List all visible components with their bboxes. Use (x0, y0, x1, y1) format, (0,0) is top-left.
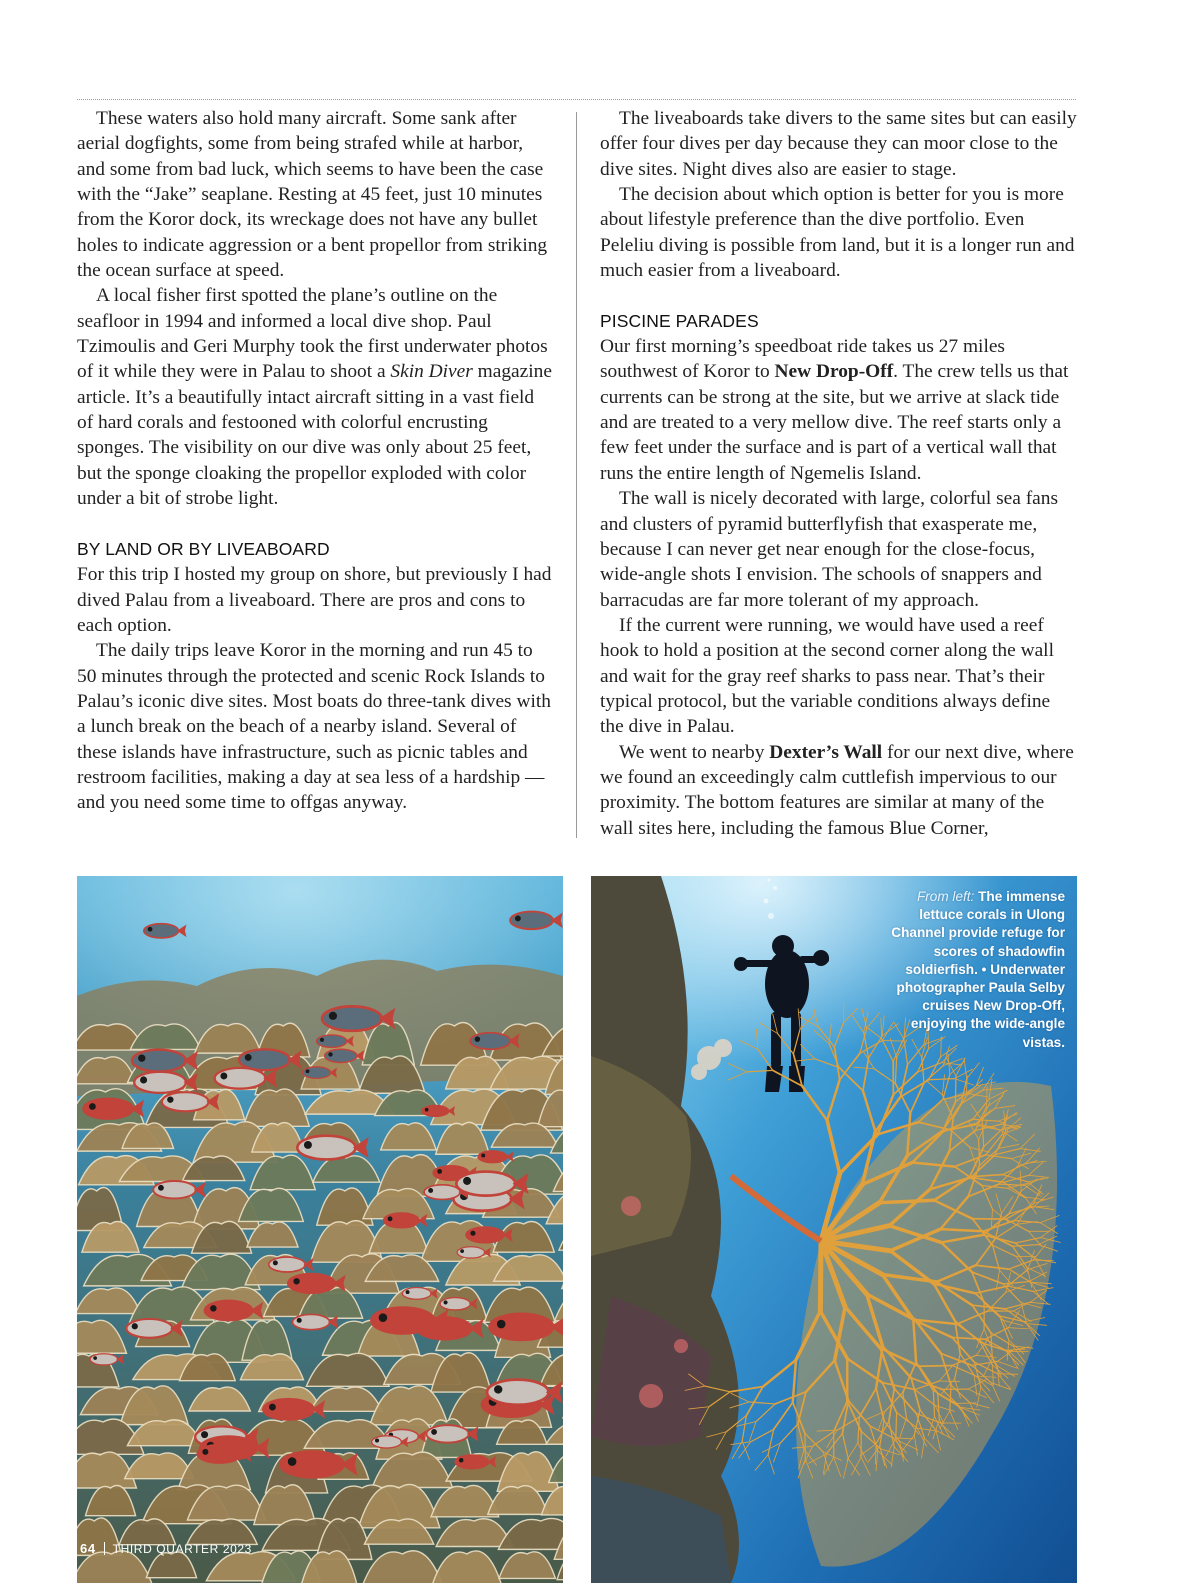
paragraph: For this trip I hosted my group on shore, but previously I had dived Palau from a liveaboard. There are pros and cons to each option. (77, 564, 552, 636)
text-run: . The crew tells us that currents can be strong at the site, but we arrive at slack tide and are treated to a very mellow dive. The reef starts only a few feet under the surface and is part of a vertical wall that runs the entire length of Ngemelis Island. (600, 361, 1069, 484)
paragraph (77, 283, 555, 511)
paragraph: The wall is nicely decorated with large, colorful sea fans and clusters of pyramid butterflyfish that exasperate me, because I can never get near enough for the close-focus, wide-angle shots I envision. The schools of snappers and barracudas are far more tolerant of my approach. (600, 488, 1058, 611)
page-number: 64 (80, 1541, 96, 1556)
top-dotted-rule (77, 99, 1076, 100)
text-run: magazine article. It’s a beautifully intact aircraft sitting in a vast field of hard corals and festooned with colorful encrusting sponges. The visibility on our dive was only about 25 feet, but the sponge cloaking the propellor exploded with color under a bit of strobe light. (77, 361, 552, 510)
paragraph: The decision about which option is better for you is more about lifestyle preference than the dive portfolio. Even Peleliu diving is possible from land, but it is a longer run and much easier from a liveaboard. (600, 184, 1075, 282)
left-text-column (77, 106, 555, 816)
column-divider (576, 112, 577, 838)
dive-site-name: New Drop-Off (774, 361, 894, 383)
page-folio (80, 1541, 252, 1556)
folio-separator (104, 1542, 105, 1555)
section-heading: PISCINE PARADES (600, 310, 759, 331)
paragraph: If the current were running, we would have used a reef hook to hold a position at the second corner along the wall and wait for the gray reef sharks to pass near. That’s their typical protocol, but the variable conditions always define the dive in Palau. (600, 614, 1054, 738)
caption-lead: From left: (916, 889, 975, 904)
dive-site-name: Dexter’s Wall (769, 741, 883, 763)
paragraph: These waters also hold many aircraft. Some sank after aerial dogfights, some from being strafed while at harbor, and some from bad luck, which seems to have been the case with the “Jake” seaplane. Resting at 45 feet, just 10 minutes from the Koror dock, its wreckage does not have any bullet holes to indicate aggression or a bent propellor from striking the ocean surface at speed. (77, 108, 548, 282)
caption-text: The immense lettuce corals in Ulong Channel provide refuge for scores of shadowfin soldierfish. • Underwater photographer Paula Selby cruises New Drop-Off, enjoying the wide-angle vistas. (891, 889, 1065, 1050)
text-run: We went to nearby (619, 741, 770, 763)
sea-fan-photo (591, 876, 1077, 1583)
paragraph (600, 334, 1078, 486)
text-run: for our next dive, where we found an exceedingly calm cuttlefish impervious to our proximity. The bottom features are similar at many of the wall sites here, including the famous Blue Corner, (600, 741, 1074, 839)
paragraph: The liveaboards take divers to the same sites but can easily offer four dives per day because they can moor close to the dive sites. Night dives also are easier to stage. (600, 108, 1077, 180)
lettuce-coral-illustration (77, 876, 563, 1583)
right-text-column (600, 106, 1078, 841)
issue-label: THIRD QUARTER 2023 (112, 1542, 252, 1556)
paragraph (600, 740, 1078, 841)
text-run: Our first morning’s speedboat ride takes us 27 miles southwest of Koror to (600, 336, 1005, 383)
photo-caption (885, 888, 1065, 1052)
coral-photo (77, 876, 563, 1583)
paragraph: The daily trips leave Koror in the morning and run 45 to 50 minutes through the protected and scenic Rock Islands to Palau’s iconic dive sites. Most boats do three-tank dives with a lunch break on the beach of a nearby island. Several of these islands have infrastructure, such as picnic tables and restroom facilities, making a day at sea less of a hardship — and you need some time to offgas anyway. (77, 640, 551, 814)
italic-title: Skin Diver (390, 361, 473, 383)
text-run: A local fisher first spotted the plane’s outline on the seafloor in 1994 and informed a local dive shop. Paul Tzimoulis and Geri Murphy took the first underwater photos of it while they were in Palau to shoot a (77, 285, 548, 383)
section-heading: BY LAND OR BY LIVEABOARD (77, 538, 330, 559)
